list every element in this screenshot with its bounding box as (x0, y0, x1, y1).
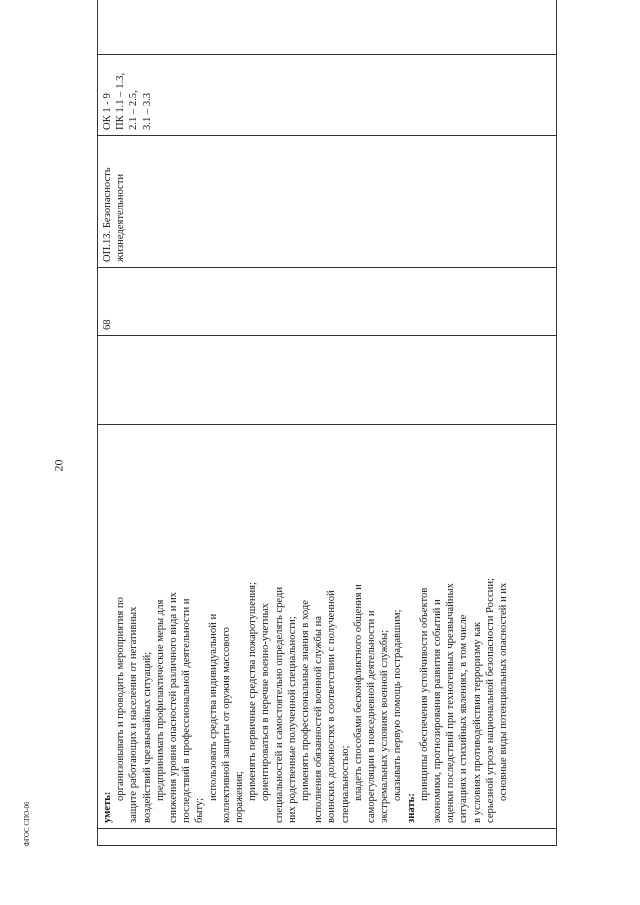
competency-line: 3.1 – 3.3 (141, 92, 153, 130)
description-line: организовывать и проводить мероприятия по (115, 597, 127, 801)
description-line: основные виды потенциальных опасностей и их (498, 582, 510, 801)
description-line: защите работающих и населения от негативных (128, 606, 140, 823)
hours-cell (98, 268, 557, 336)
hours-value: 68 (102, 319, 113, 330)
description-line: исполнения обязанностей военной службы на (313, 615, 325, 823)
description-line: экстремальных условиях военной службы; (379, 629, 391, 823)
description-line: воинских должностях в соответствии с полученной (326, 590, 338, 823)
table-row (98, 0, 557, 846)
description-line: серьезной угрозе национальной безопасности России; (484, 578, 496, 823)
description-line: саморегуляции в повседневной деятельности и (366, 610, 378, 823)
footer-code: ФГОС СПО-06 (23, 801, 31, 847)
section-heading: знать: (405, 793, 417, 823)
description-line: них родственные полученной специальности; (286, 616, 298, 823)
discipline-cell (98, 136, 557, 268)
description-line: оказывать первую помощь пострадавшим; (392, 609, 404, 801)
description-line: принципы обеспечения устойчивости объектов (418, 587, 430, 801)
competencies-cell (98, 55, 557, 136)
discipline-line-1: ОП.13. Безопасность (102, 167, 113, 262)
description-line: коллективной защиты от оружия массового (220, 627, 232, 823)
description-line: использовать средства индивидуальной и (207, 613, 219, 801)
index-cell (98, 829, 557, 846)
description-line: предпринимать профилактические меры для (154, 599, 166, 801)
description-line: специальностью; (339, 745, 351, 823)
competency-line: ПК 1.1 – 1.3, (115, 72, 127, 130)
description-line: экономики, прогнозирования развития событий и (432, 599, 444, 823)
page-number: 20 (51, 459, 66, 472)
competency-line: 2.1 – 2.5, (128, 90, 140, 130)
competency-line: ОК 1 - 9 (102, 93, 113, 130)
discipline-line-2: жизнедеятельности (115, 173, 127, 262)
description-line: владеть способами бесконфликтного общения и (352, 584, 364, 801)
description-line: применять профессиональные знания в ходе (300, 600, 312, 801)
description-line: ориентироваться в перечне военно-учетных (260, 603, 272, 801)
description-line: оценки последствий при техногенных чрезвычайных (445, 583, 457, 823)
description-line: поражения; (234, 770, 246, 823)
description-line: в условиях противодействия терроризму как (471, 621, 483, 823)
section-heading: уметь: (102, 791, 113, 823)
description-cell (98, 425, 557, 829)
description-line: применять первичные средства пожаротушения; (247, 582, 259, 801)
description-line: последствий в профессиональной деятельности и (181, 598, 193, 823)
empty-cell-2 (98, 0, 557, 55)
curriculum-table (97, 46, 557, 846)
description-line: специальностей и самостоятельно определять среди (273, 586, 285, 823)
description-line: воздействий чрезвычайных ситуаций; (141, 651, 153, 823)
description-line: снижения уровня опасностей различного вида и их (168, 592, 180, 823)
description-line: быту; (194, 797, 206, 823)
empty-cell-1 (98, 336, 557, 425)
description-line: ситуациях и стихийных явлениях, в том числе (458, 614, 470, 823)
